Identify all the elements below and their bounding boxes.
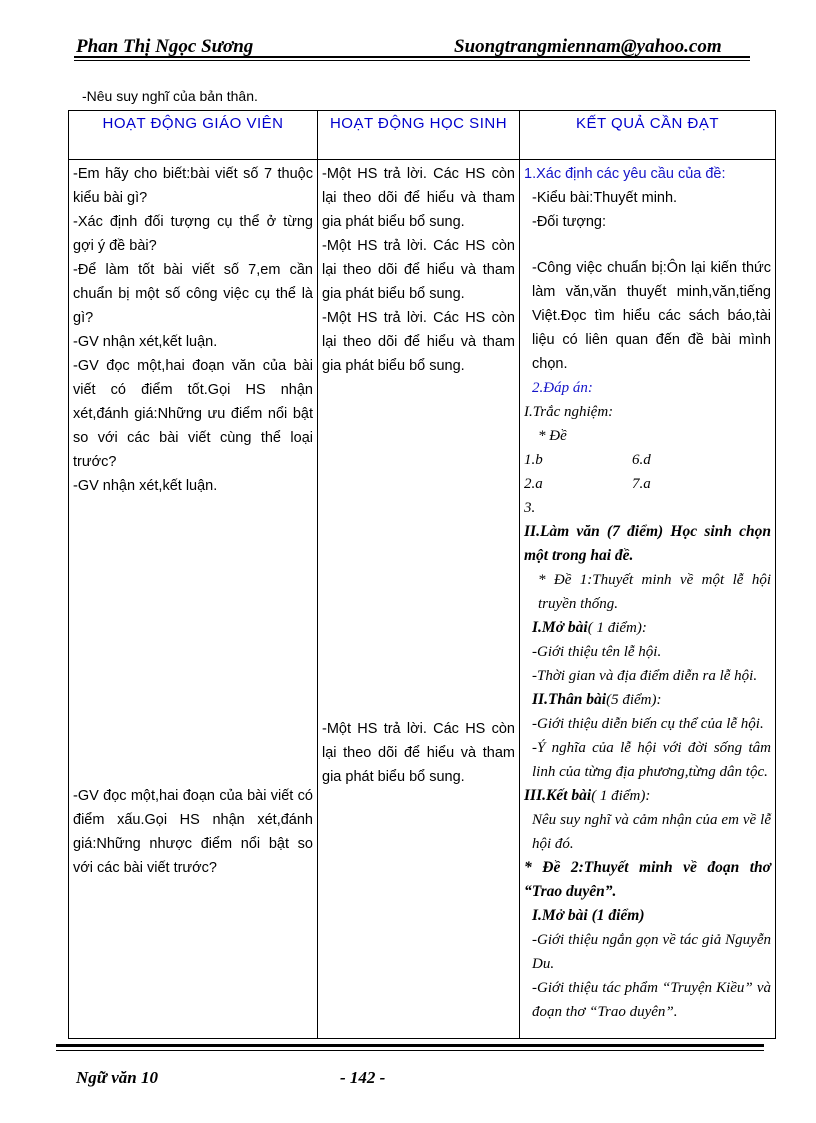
- result-lam-van: II.Làm văn (7 điểm) Học sinh chọn một trong hai đề.: [524, 523, 771, 564]
- teacher-item: -GV đọc một,hai đoạn của bài viết có điểm xấu.Gọi HS nhận xét,đánh giá:Những nhược điểm nổi bật so với các bài viết trước?: [73, 788, 313, 876]
- result-doi-tuong: -Đối tượng:: [532, 214, 607, 230]
- answer-2a: 2.a: [524, 476, 543, 492]
- result-mb1-b: -Thời gian và địa điểm diễn ra lễ hội.: [532, 668, 758, 684]
- teacher-item: -Xác định đối tượng cụ thể ở từng gợi ý đề bài?: [73, 214, 313, 254]
- student-item: -Một HS trả lời. Các HS còn lại theo dõi để hiểu và tham gia phát biểu bổ sung.: [322, 166, 515, 230]
- answer-row: [524, 448, 771, 472]
- result-mo-bai-1: [524, 616, 771, 640]
- answer-1b: 1.b: [524, 452, 543, 468]
- student-item: -Một HS trả lời. Các HS còn lại theo dõi để hiểu và tham gia phát biểu bổ sung.: [322, 310, 515, 374]
- result-tb-a: -Giới thiệu diễn biến cụ thể của lễ hội.: [532, 716, 764, 732]
- result-than-bai: [524, 688, 771, 712]
- footer-rule: [56, 1044, 764, 1047]
- teacher-item: -Em hãy cho biết:bài viết số 7 thuộc kiểu bài gì?: [73, 166, 313, 206]
- student-gap: [322, 378, 515, 717]
- header-student: HOẠT ĐỘNG HỌC SINH: [318, 111, 520, 160]
- result-kieu-bai: -Kiểu bài:Thuyết minh.: [532, 190, 678, 206]
- result-ket-bai: [524, 784, 771, 808]
- mo-bai-1-title: I.Mở bài: [532, 619, 588, 636]
- header-rule: [74, 56, 750, 58]
- result-column: [520, 160, 776, 1039]
- teacher-item: -GV nhận xét,kết luận.: [73, 334, 218, 350]
- result-mb1-a: -Giới thiệu tên lễ hội.: [532, 644, 662, 660]
- result-mb2-a: -Giới thiệu ngắn gọn về tác giả Nguyễn Du.: [532, 932, 771, 972]
- header-email: Suongtrangmiennam@yahoo.com: [454, 36, 722, 57]
- result-mb2-b: -Giới thiệu tác phẩm “Truyện Kiều” và đoạn thơ “Trao duyên”.: [532, 980, 771, 1020]
- answer-3: 3.: [524, 500, 536, 516]
- teacher-item: -Để làm tốt bài viết số 7,em cần chuẩn bị một số công việc cụ thể là gì?: [73, 262, 313, 326]
- page-number: - 142 -: [340, 1068, 386, 1087]
- student-column: [318, 160, 520, 1039]
- teacher-gap: [73, 498, 313, 784]
- footer-subject: Ngữ văn 10: [76, 1068, 158, 1087]
- result-section-2-title: 2.Đáp án:: [532, 380, 593, 396]
- student-item: -Một HS trả lời. Các HS còn lại theo dõi để hiểu và tham gia phát biểu bổ sung.: [322, 721, 515, 785]
- result-de: * Đề: [538, 428, 567, 444]
- result-de-1: * Đề 1:Thuyết minh về một lễ hội truyền thống.: [538, 572, 771, 612]
- header-teacher: HOẠT ĐỘNG GIÁO VIÊN: [69, 111, 318, 160]
- than-bai-title: II.Thân bài: [532, 691, 607, 708]
- header-author: Phan Thị Ngọc Sương: [76, 36, 254, 57]
- header-rule-thin: [74, 60, 750, 61]
- footer-rule-thin: [56, 1050, 764, 1051]
- teacher-item: -GV đọc một,hai đoạn văn của bài viết có điểm tốt.Gọi HS nhận xét,đánh giá:Những ưu điểm nổi bật so với các bài viết cùng thể loại trước?: [73, 358, 313, 470]
- mo-bai-1-points: ( 1 điểm):: [587, 620, 647, 636]
- answer-row: [524, 472, 771, 496]
- result-mo-bai-2: I.Mở bài (1 điểm): [532, 907, 645, 924]
- student-item: -Một HS trả lời. Các HS còn lại theo dõi để hiểu và tham gia phát biểu bổ sung.: [322, 238, 515, 302]
- ket-bai-points: ( 1 điểm):: [591, 788, 651, 804]
- result-de-2: * Đề 2:Thuyết minh về đoạn thơ “Trao duyên”.: [524, 859, 771, 900]
- teacher-item: -GV nhận xét,kết luận.: [73, 478, 218, 494]
- result-gap: [524, 234, 771, 256]
- result-kb: Nêu suy nghĩ và cảm nhận của em về lễ hội đó.: [532, 812, 771, 852]
- header-result: KẾT QUẢ CẦN ĐẠT: [520, 111, 776, 160]
- result-cong-viec: -Công việc chuẩn bị:Ôn lại kiến thức làm văn,văn thuyết minh,văn,tiếng Việt.Đọc tìm hiểu các sách báo,tài liệu có liên quan đến đề bài mình chọn.: [532, 260, 771, 372]
- result-section-1-title: 1.Xác định các yêu cầu của đề:: [524, 166, 726, 182]
- result-trac-nghiem: I.Trắc nghiệm:: [524, 404, 614, 420]
- result-tb-b: -Ý nghĩa của lễ hội với đời sống tâm linh của từng địa phương,từng dân tộc.: [532, 740, 771, 780]
- answer-6d: 6.d: [632, 452, 651, 468]
- ket-bai-title: III.Kết bài: [524, 787, 592, 804]
- lesson-table: [68, 110, 776, 1039]
- intro-line: -Nêu suy nghĩ của bản thân.: [82, 88, 258, 104]
- answer-7a: 7.a: [632, 476, 651, 492]
- than-bai-points: (5 điểm):: [606, 692, 662, 708]
- table-header-row: [69, 111, 776, 160]
- page-header: [74, 32, 774, 62]
- table-body-row: [69, 160, 776, 1039]
- teacher-column: [69, 160, 318, 1039]
